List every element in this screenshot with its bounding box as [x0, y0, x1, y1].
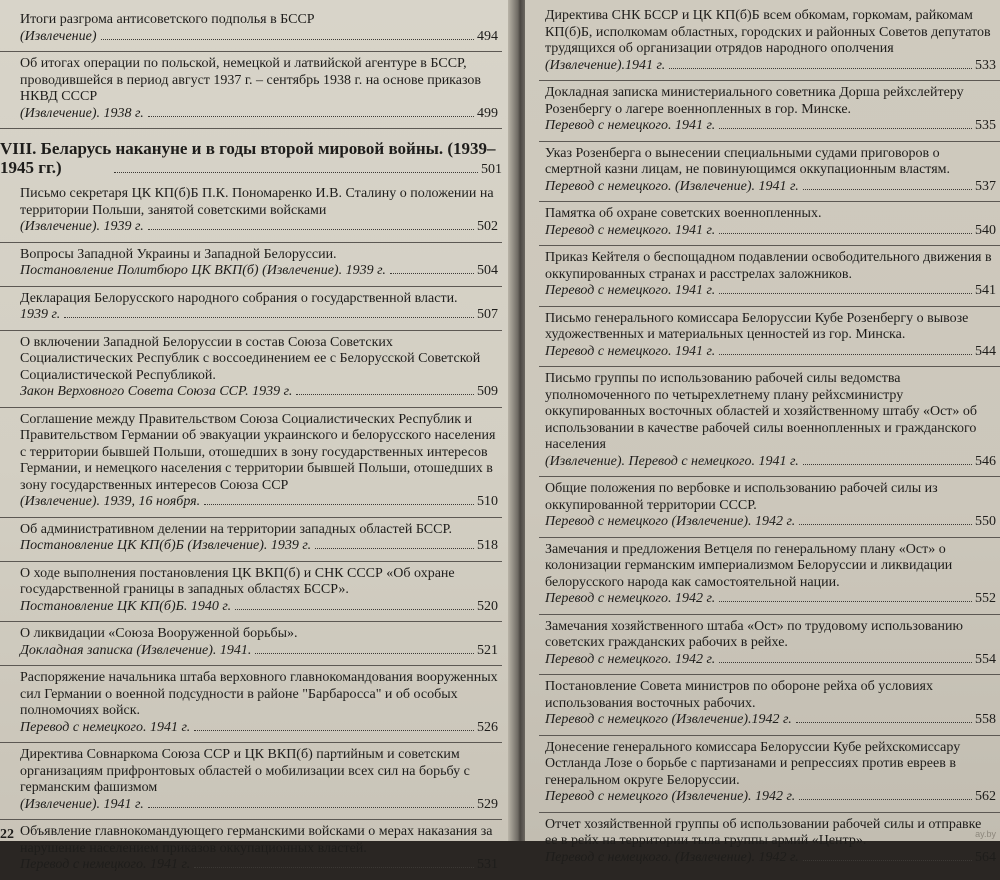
- entry-title: Соглашение между Правительством Союза Социалистических Республик и Правительством Германии об эвакуации украинского и белорусского населения с территории бывшей Польши, отошедших в зону государственных интересов Германии, и немецкого населения с территории бывшей Польши, отошедших в зону государственных интересов Союза ССР: [20, 411, 496, 493]
- entry-source: (Извлечение). 1939, 16 ноября.: [20, 494, 201, 509]
- leader-dots: [799, 798, 972, 800]
- entry-page-number: 544: [975, 343, 996, 359]
- entry-title: О ходе выполнения постановления ЦК ВКП(б) и СНК СССР «Об охране государственной границы в западных областях БССР».: [20, 565, 455, 597]
- entry-title: Распоряжение начальника штаба верховного главнокомандования вооруженных сил Германии о военной подсудности в районе "Барбаросса" и об особых полномочиях войск.: [20, 670, 498, 718]
- entry-source: (Извлечение). 1941 г.: [20, 796, 144, 812]
- toc-entry: [0, 621, 502, 665]
- entry-page-number: 509: [477, 384, 498, 399]
- toc-entry: [539, 80, 1000, 141]
- entry-title: Декларация Белорусского народного собрания о государственной власти.: [20, 290, 458, 306]
- leader-dots: [101, 38, 474, 40]
- toc-entry: [0, 819, 502, 880]
- entry-source: Перевод с немецкого. (Извлечение). 1941 г.: [545, 178, 799, 194]
- leader-dots: [719, 127, 972, 129]
- leader-dots: [799, 523, 972, 525]
- left-toc-list: [0, 182, 502, 880]
- leader-dots: [194, 866, 474, 868]
- entry-source: (Извлечение). 1938 г.: [20, 105, 144, 121]
- leader-dots: [719, 292, 972, 294]
- leader-dots: [235, 608, 474, 610]
- entry-title: Об административном делении на территории западных областей БССР.: [20, 521, 452, 537]
- toc-entry: [539, 476, 1000, 537]
- toc-entry: [0, 561, 502, 622]
- leader-dots: [803, 188, 972, 190]
- entry-page-number: 541: [975, 283, 996, 298]
- entry-page-number: 558: [975, 712, 996, 727]
- leader-dots: [803, 463, 972, 465]
- entry-source: (Извлечение). 1939 г.: [20, 219, 144, 234]
- entry-title: Итоги разгрома антисоветского подполья в БССР: [20, 12, 315, 27]
- entry-page-number: 518: [477, 538, 498, 553]
- entry-page-number: 535: [975, 118, 996, 133]
- entry-source: Перевод с немецкого. 1942 г.: [545, 591, 716, 606]
- leader-dots: [148, 228, 474, 230]
- entry-source: Постановление ЦК КП(б)Б (Извлечение). 1939 г.: [20, 538, 312, 553]
- entry-source: Докладная записка (Извлечение). 1941.: [20, 642, 252, 658]
- entry-title: О включении Западной Белоруссии в состав Союза Советских Социалистических Республик с воссоединением ее с Белорусской Советской Социалистической Республикой.: [20, 334, 481, 383]
- toc-entry: [539, 812, 1000, 873]
- entry-source: (Извлечение): [20, 28, 97, 44]
- entry-source: Перевод с немецкого. 1941 г.: [545, 118, 716, 133]
- toc-entry: [539, 201, 1000, 245]
- entry-source: Перевод с немецкого. 1941 г.: [545, 222, 716, 238]
- leader-dots: [719, 353, 972, 355]
- entry-title: Письмо секретаря ЦК КП(б)Б П.К. Пономаренко И.В. Сталину о положении на территории Польши, занятой советскими войсками: [20, 186, 494, 218]
- toc-entry: [0, 8, 502, 51]
- entry-title: Замечания и предложения Ветцеля по генеральному плану «Ост» о колонизации германским империализмом Белоруссии и ликвидации белорусского народа как самостоятельной нации.: [545, 541, 953, 590]
- entry-source: Перевод с немецкого. (Извлечение). 1942 г.: [545, 849, 799, 865]
- entry-page-number: 562: [975, 789, 996, 804]
- entry-title: Объявление главнокомандующего германскими войсками о мерах наказания за нарушение населением приказов оккупационных властей.: [20, 824, 493, 856]
- leader-dots: [114, 171, 478, 173]
- toc-entry: [0, 286, 502, 330]
- toc-entry: [539, 614, 1000, 675]
- entry-page-number: 502: [477, 219, 498, 234]
- entry-source: Перевод с немецкого (Извлечение). 1942 г.: [545, 789, 796, 804]
- entry-page-number: 521: [477, 642, 498, 658]
- toc-entry: [0, 242, 502, 286]
- leader-dots: [204, 503, 474, 505]
- entry-source: Перевод с немецкого (Извлечение). 1942 г.: [545, 514, 796, 529]
- leader-dots: [255, 652, 474, 654]
- toc-entry: [539, 366, 1000, 476]
- leader-dots: [296, 393, 474, 395]
- entry-source: Закон Верховного Совета Союза ССР. 1939 г.: [20, 384, 293, 399]
- leader-dots: [64, 316, 474, 318]
- entry-title: Замечания хозяйственного штаба «Ост» по трудовому использованию советских гражданских рабочих в рейхе.: [545, 618, 963, 650]
- right-page: [525, 0, 1000, 865]
- leader-dots: [390, 272, 474, 274]
- leader-dots: [194, 729, 474, 731]
- leader-dots: [719, 661, 972, 663]
- entry-page-number: 504: [477, 263, 498, 278]
- toc-entry: [539, 674, 1000, 735]
- entry-page-number: 494: [477, 28, 498, 44]
- entry-source: Перевод с немецкого. 1942 г.: [545, 651, 716, 667]
- right-toc-list: [539, 4, 1000, 872]
- toc-entry: [0, 51, 502, 128]
- toc-entry: [539, 537, 1000, 614]
- leader-dots: [148, 806, 474, 808]
- entry-page-number: 529: [477, 796, 498, 812]
- leader-dots: [669, 67, 972, 69]
- entry-source: Постановление Политбюро ЦК ВКП(б) (Извлечение). 1939 г.: [20, 263, 386, 278]
- entry-title: Письмо группы по использованию рабочей силы ведомства уполномоченного по четырехлетнему плану рейхсминистру оккупированных восточных областей и хозяйственному штабу «Ост» об использовании в качестве рабочей силы военнопленных и гражданского населения: [545, 371, 978, 452]
- toc-entry: [539, 4, 1000, 80]
- entry-title: Приказ Кейтеля о беспощадном подавлении освободительного движения в оккупированных странах и расстрелах заложников.: [545, 250, 992, 282]
- leader-dots: [148, 115, 474, 117]
- entry-page-number: 554: [975, 651, 996, 667]
- entry-title: Письмо генерального комиссара Белоруссии Кубе Розенбергу о вывозе художественных и материальных ценностей из гор. Минска.: [545, 310, 969, 342]
- leader-dots: [803, 859, 972, 861]
- entry-source: Перевод с немецкого. 1941 г.: [545, 343, 716, 359]
- entry-source: Перевод с немецкого. 1941 г.: [545, 283, 716, 298]
- toc-entry: [539, 245, 1000, 306]
- section-heading: [0, 128, 502, 182]
- entry-page-number: 550: [975, 514, 996, 529]
- toc-entry: [539, 141, 1000, 202]
- section-title: VIII. Беларусь накануне и в годы второй мировой войны. (1939–1945 гг.): [0, 139, 496, 177]
- entry-page-number: 564: [975, 849, 996, 865]
- entry-title: Постановление Совета министров по обороне рейха об условиях использования восточных рабочих.: [545, 679, 933, 711]
- toc-entry: [0, 330, 502, 407]
- entry-page-number: 537: [975, 178, 996, 194]
- entry-title: Докладная записка министериального советника Дорша рейхслейтеру Розенбергу о лагере военнопленных в гор. Минске.: [545, 85, 964, 117]
- entry-page-number: 507: [477, 307, 498, 322]
- entry-page-number: 546: [975, 453, 996, 469]
- entry-page-number: 510: [477, 494, 498, 509]
- toc-entry: [0, 407, 502, 517]
- entry-page-number: 499: [477, 105, 498, 121]
- entry-title: Указ Розенберга о вынесении специальными судами приговоров о смертной казни лицам, не повинующимся оккупационным властям.: [545, 145, 951, 177]
- entry-source: (Извлечение). Перевод с немецкого. 1941 г.: [545, 453, 799, 469]
- entry-title: Директива СНК БССР и ЦК КП(б)Б всем обкомам, горкомам, райкомам КП(б)Б, исполкомам областных, городских и районных Советов депутатов трудящихся об организации отрядов народного ополчения: [545, 8, 991, 56]
- entry-page-number: 533: [975, 57, 996, 73]
- entry-page-number: 526: [477, 719, 498, 735]
- entry-title: О ликвидации «Союза Вооруженной борьбы».: [20, 626, 298, 641]
- entry-title: Об итогах операции по польской, немецкой и латвийской агентуре в БССР, проводившейся в период август 1937 г. – сентябрь 1938 г. на основе приказов НКВД СССР: [20, 56, 482, 104]
- leader-dots: [315, 547, 474, 549]
- toc-entry: [539, 306, 1000, 367]
- entry-source: Перевод с немецкого. 1941 г.: [20, 719, 191, 735]
- toc-entry: [0, 665, 502, 742]
- entry-source: (Извлечение).1941 г.: [545, 57, 666, 73]
- entry-source: Перевод с немецкого (Извлечение).1942 г.: [545, 712, 792, 727]
- entry-page-number: 520: [477, 598, 498, 614]
- left-top-entries: [0, 8, 502, 128]
- watermark: ay.by: [975, 829, 996, 839]
- toc-entry: [0, 742, 502, 819]
- entry-title: Вопросы Западной Украины и Западной Белоруссии.: [20, 246, 337, 262]
- entry-source: Перевод с немецкого. 1941 г.: [20, 857, 191, 872]
- page-corner-number: 22: [0, 827, 14, 842]
- entry-title: Памятка об охране советских военнопленных.: [545, 206, 822, 221]
- entry-source: 1939 г.: [20, 307, 61, 322]
- toc-entry: [539, 735, 1000, 812]
- entry-title: Общие положения по вербовке и использованию рабочей силы из оккупированной территории СССР.: [545, 481, 938, 513]
- leader-dots: [719, 232, 972, 234]
- entry-page-number: 552: [975, 591, 996, 606]
- section-page-number: 501: [481, 162, 502, 177]
- leader-dots: [719, 600, 972, 602]
- entry-page-number: 540: [975, 222, 996, 238]
- toc-entry: [0, 517, 502, 561]
- entry-page-number: 531: [477, 857, 498, 872]
- leader-dots: [796, 721, 972, 723]
- toc-entry: [0, 182, 502, 242]
- entry-title: Донесение генерального комиссара Белоруссии Кубе рейхскомиссару Остланда Лозе о борьбе с партизанами и репрессиях против евреев в генеральном округе Белоруссии.: [545, 739, 961, 788]
- entry-source: Постановление ЦК КП(б)Б. 1940 г.: [20, 598, 232, 614]
- entry-title: Директива Совнаркома Союза ССР и ЦК ВКП(б) партийным и советским организациям прифронтовых областей о мобилизации всех сил на борьбу с германским фашизмом: [20, 747, 470, 795]
- entry-title: Отчет хозяйственной группы об использовании рабочей силы и отправке ее в рейх на территории тыла группы армий «Центр».: [545, 816, 982, 848]
